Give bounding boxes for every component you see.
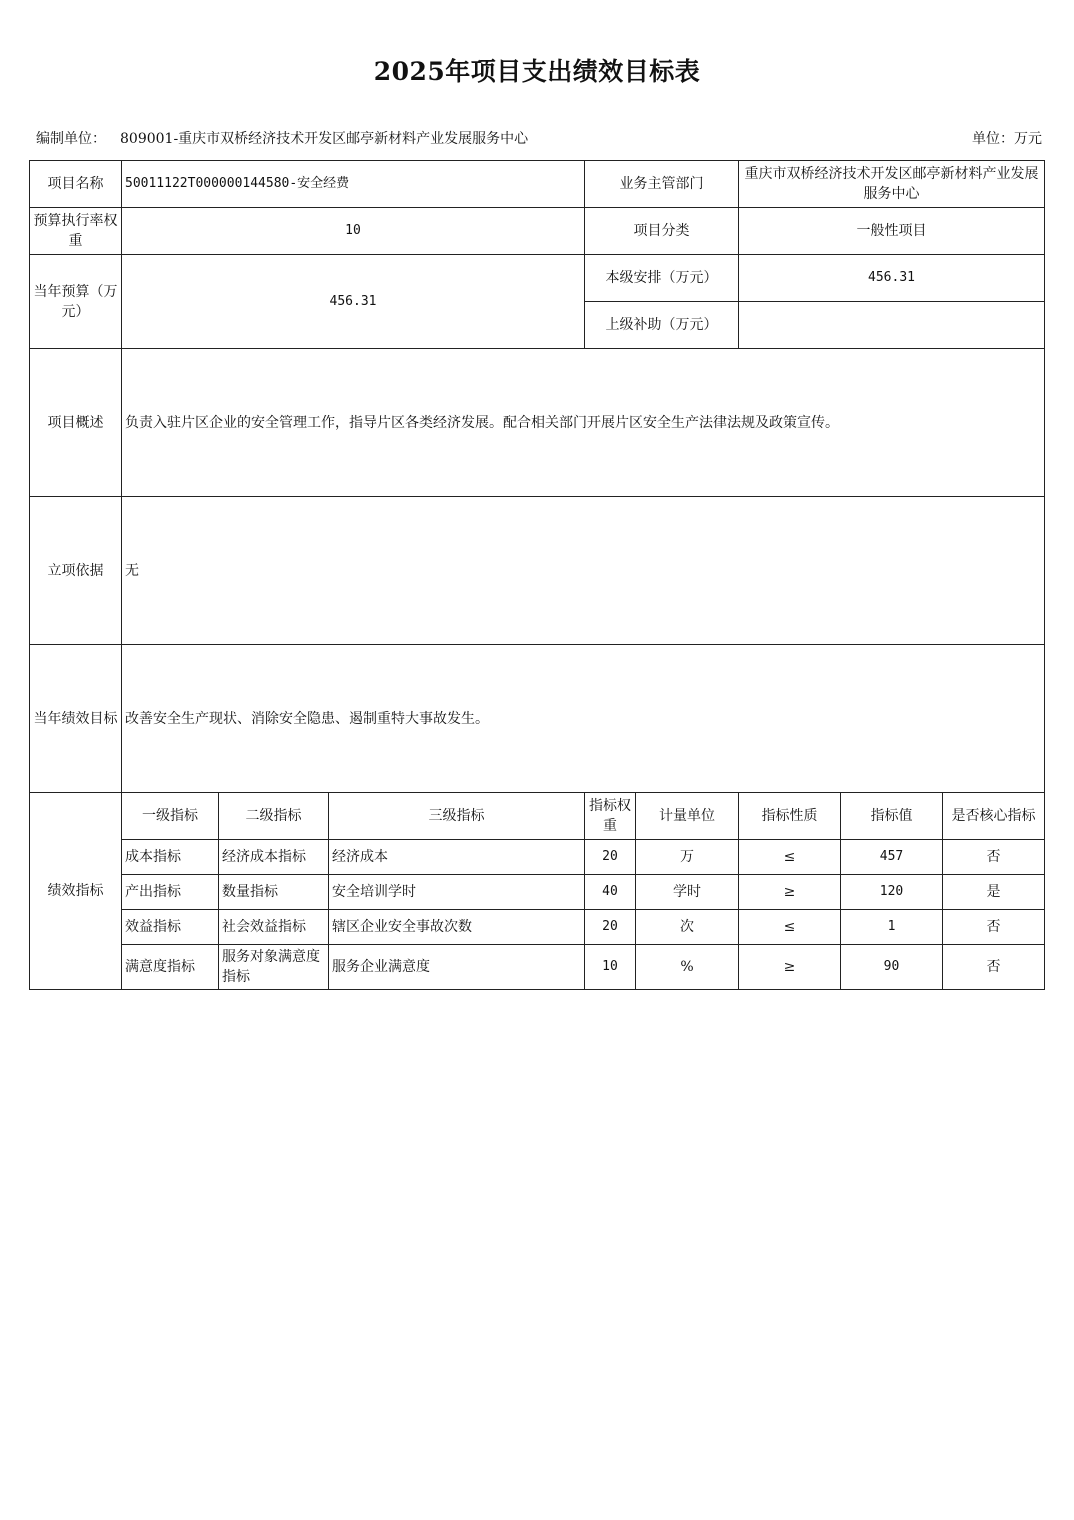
row-level1: 产出指标 xyxy=(122,875,219,910)
category-value: 一般性项目 xyxy=(739,208,1045,255)
row-nature: ≤ xyxy=(739,910,841,945)
row-unit: 万 xyxy=(636,840,739,875)
header-value: 指标值 xyxy=(841,793,943,840)
row-level3: 服务企业满意度 xyxy=(329,945,585,990)
row-level3: 辖区企业安全事故次数 xyxy=(329,910,585,945)
row-level3: 经济成本 xyxy=(329,840,585,875)
local-funding-value: 456.31 xyxy=(739,255,1045,302)
row-core: 否 xyxy=(943,840,1045,875)
upper-funding-value xyxy=(739,302,1045,349)
project-name-label: 项目名称 xyxy=(30,161,122,208)
row-core: 否 xyxy=(943,945,1045,990)
row-value: 120 xyxy=(841,875,943,910)
row-weight: 10 xyxy=(585,945,636,990)
row-unit: % xyxy=(636,945,739,990)
table-row xyxy=(30,945,1045,990)
dept-value: 重庆市双桥经济技术开发区邮亭新材料产业发展服务中心 xyxy=(739,161,1045,208)
header-nature: 指标性质 xyxy=(739,793,841,840)
money-unit: 单位：万元 xyxy=(972,131,1042,147)
compiling-unit-value: 809001-重庆市双桥经济技术开发区邮亭新材料产业发展服务中心 xyxy=(120,131,529,147)
basis-value: 无 xyxy=(122,497,1045,645)
row-value: 90 xyxy=(841,945,943,990)
row-level1: 满意度指标 xyxy=(122,945,219,990)
dept-label: 业务主管部门 xyxy=(585,161,739,208)
annual-goal-value: 改善安全生产现状、消除安全隐患、遏制重特大事故发生。 xyxy=(122,645,1045,793)
table-row xyxy=(30,840,1045,875)
row-core: 否 xyxy=(943,910,1045,945)
exec-weight-label: 预算执行率权重 xyxy=(30,208,122,255)
compiling-unit-label: 编制单位： xyxy=(36,131,106,147)
table-row xyxy=(30,910,1045,945)
row-weight: 40 xyxy=(585,875,636,910)
header-level1: 一级指标 xyxy=(122,793,219,840)
compiling-unit xyxy=(36,128,528,148)
row-core: 是 xyxy=(943,875,1045,910)
performance-target-table xyxy=(29,160,1045,990)
project-name-value: 50011122T000000144580-安全经费 xyxy=(122,161,585,208)
row-level2: 服务对象满意度指标 xyxy=(219,945,329,990)
indicators-label: 绩效指标 xyxy=(30,793,122,990)
exec-weight-value: 10 xyxy=(122,208,585,255)
row-nature: ≥ xyxy=(739,875,841,910)
row-nature: ≥ xyxy=(739,945,841,990)
local-funding-label: 本级安排（万元） xyxy=(585,255,739,302)
row-value: 457 xyxy=(841,840,943,875)
row-level2: 数量指标 xyxy=(219,875,329,910)
overview-label: 项目概述 xyxy=(30,349,122,497)
row-level1: 效益指标 xyxy=(122,910,219,945)
annual-goal-label: 当年绩效目标 xyxy=(30,645,122,793)
budget-value: 456.31 xyxy=(122,255,585,349)
row-level3: 安全培训学时 xyxy=(329,875,585,910)
indicators-header-row xyxy=(30,793,1045,840)
header-level2: 二级指标 xyxy=(219,793,329,840)
page-title: 2025年项目支出绩效目标表 xyxy=(373,57,701,86)
table-row xyxy=(30,875,1045,910)
budget-label: 当年预算（万元） xyxy=(30,255,122,349)
overview-value: 负责入驻片区企业的安全管理工作，指导片区各类经济发展。配合相关部门开展片区安全生产法律法规及政策宣传。 xyxy=(122,349,1045,497)
header-level3: 三级指标 xyxy=(329,793,585,840)
basis-label: 立项依据 xyxy=(30,497,122,645)
header-core: 是否核心指标 xyxy=(943,793,1045,840)
row-nature: ≤ xyxy=(739,840,841,875)
row-unit: 次 xyxy=(636,910,739,945)
row-weight: 20 xyxy=(585,910,636,945)
upper-funding-label: 上级补助（万元） xyxy=(585,302,739,349)
row-unit: 学时 xyxy=(636,875,739,910)
header-unit: 计量单位 xyxy=(636,793,739,840)
row-weight: 20 xyxy=(585,840,636,875)
header-weight: 指标权重 xyxy=(585,793,636,840)
row-value: 1 xyxy=(841,910,943,945)
row-level2: 社会效益指标 xyxy=(219,910,329,945)
row-level2: 经济成本指标 xyxy=(219,840,329,875)
row-level1: 成本指标 xyxy=(122,840,219,875)
category-label: 项目分类 xyxy=(585,208,739,255)
